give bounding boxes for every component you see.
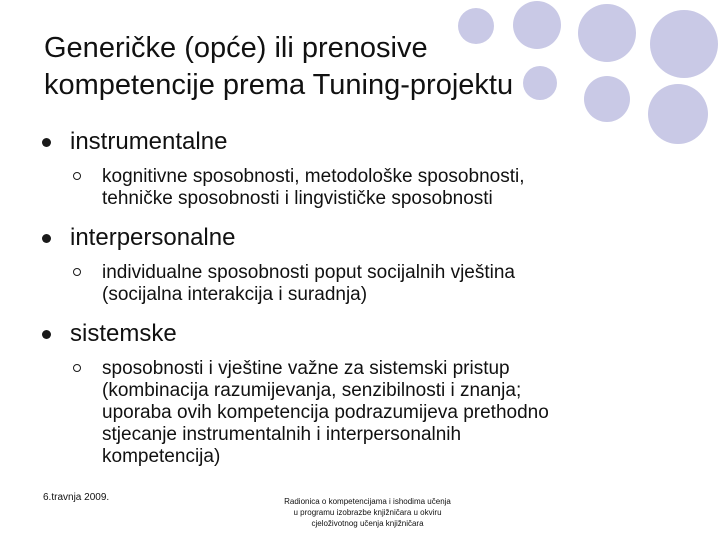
hollow-circle-bullet-icon <box>73 268 81 276</box>
bullet-item-interpersonalne <box>40 223 660 253</box>
slide-title <box>44 30 644 104</box>
sub-bullet-line: (socijalna interakcija i suradnja) <box>102 284 368 305</box>
sub-bullet-item <box>40 166 660 210</box>
sub-bullet-line: kognitivne sposobnosti, metodološke sposobnosti, <box>102 166 525 187</box>
bullet-item-instrumentalne <box>40 127 660 157</box>
bullet-label: interpersonalne <box>70 224 236 251</box>
sub-bullet-item <box>40 262 660 306</box>
sub-bullet-line: kompetencija) <box>102 446 221 467</box>
slide-title-line: Generičke (opće) ili prenosive <box>44 32 428 64</box>
footer-caption-line: cjeloživotnog učenja knjižničara <box>311 519 424 528</box>
hollow-circle-bullet-icon <box>73 172 81 180</box>
sub-bullet-item <box>40 358 660 468</box>
sub-bullet-line: (kombinacija razumijevanja, senzibilnosti i znanja; <box>102 380 522 401</box>
bullet-list <box>40 127 660 481</box>
sub-bullet-line: sposobnosti i vještine važne za sistemski pristup <box>102 358 510 379</box>
bullet-dot-icon <box>42 138 51 147</box>
sub-bullet-line: tehničke sposobnosti i lingvističke sposobnosti <box>102 188 493 209</box>
sub-bullet-line: uporaba ovih kompetencija podrazumijeva prethodno <box>102 402 549 423</box>
bullet-item-sistemske <box>40 319 660 349</box>
footer-caption <box>230 496 505 529</box>
footer-caption-line: u programu izobrazbe knjižničara u okviru <box>293 508 442 517</box>
bullet-dot-icon <box>42 234 51 243</box>
slide-title-line: kompetencije prema Tuning-projektu <box>44 69 514 101</box>
bullet-label: instrumentalne <box>70 128 228 155</box>
bullet-label: sistemske <box>70 320 177 347</box>
footer-date: 6.travnja 2009. <box>43 492 110 503</box>
footer-caption-line: Radionica o kompetencijama i ishodima učenja <box>284 497 451 506</box>
sub-bullet-line: individualne sposobnosti poput socijalnih vještina <box>102 262 515 283</box>
decor-circle <box>650 10 718 78</box>
bullet-dot-icon <box>42 330 51 339</box>
hollow-circle-bullet-icon <box>73 364 81 372</box>
sub-bullet-line: stjecanje instrumentalnih i interpersonalnih <box>102 424 462 445</box>
